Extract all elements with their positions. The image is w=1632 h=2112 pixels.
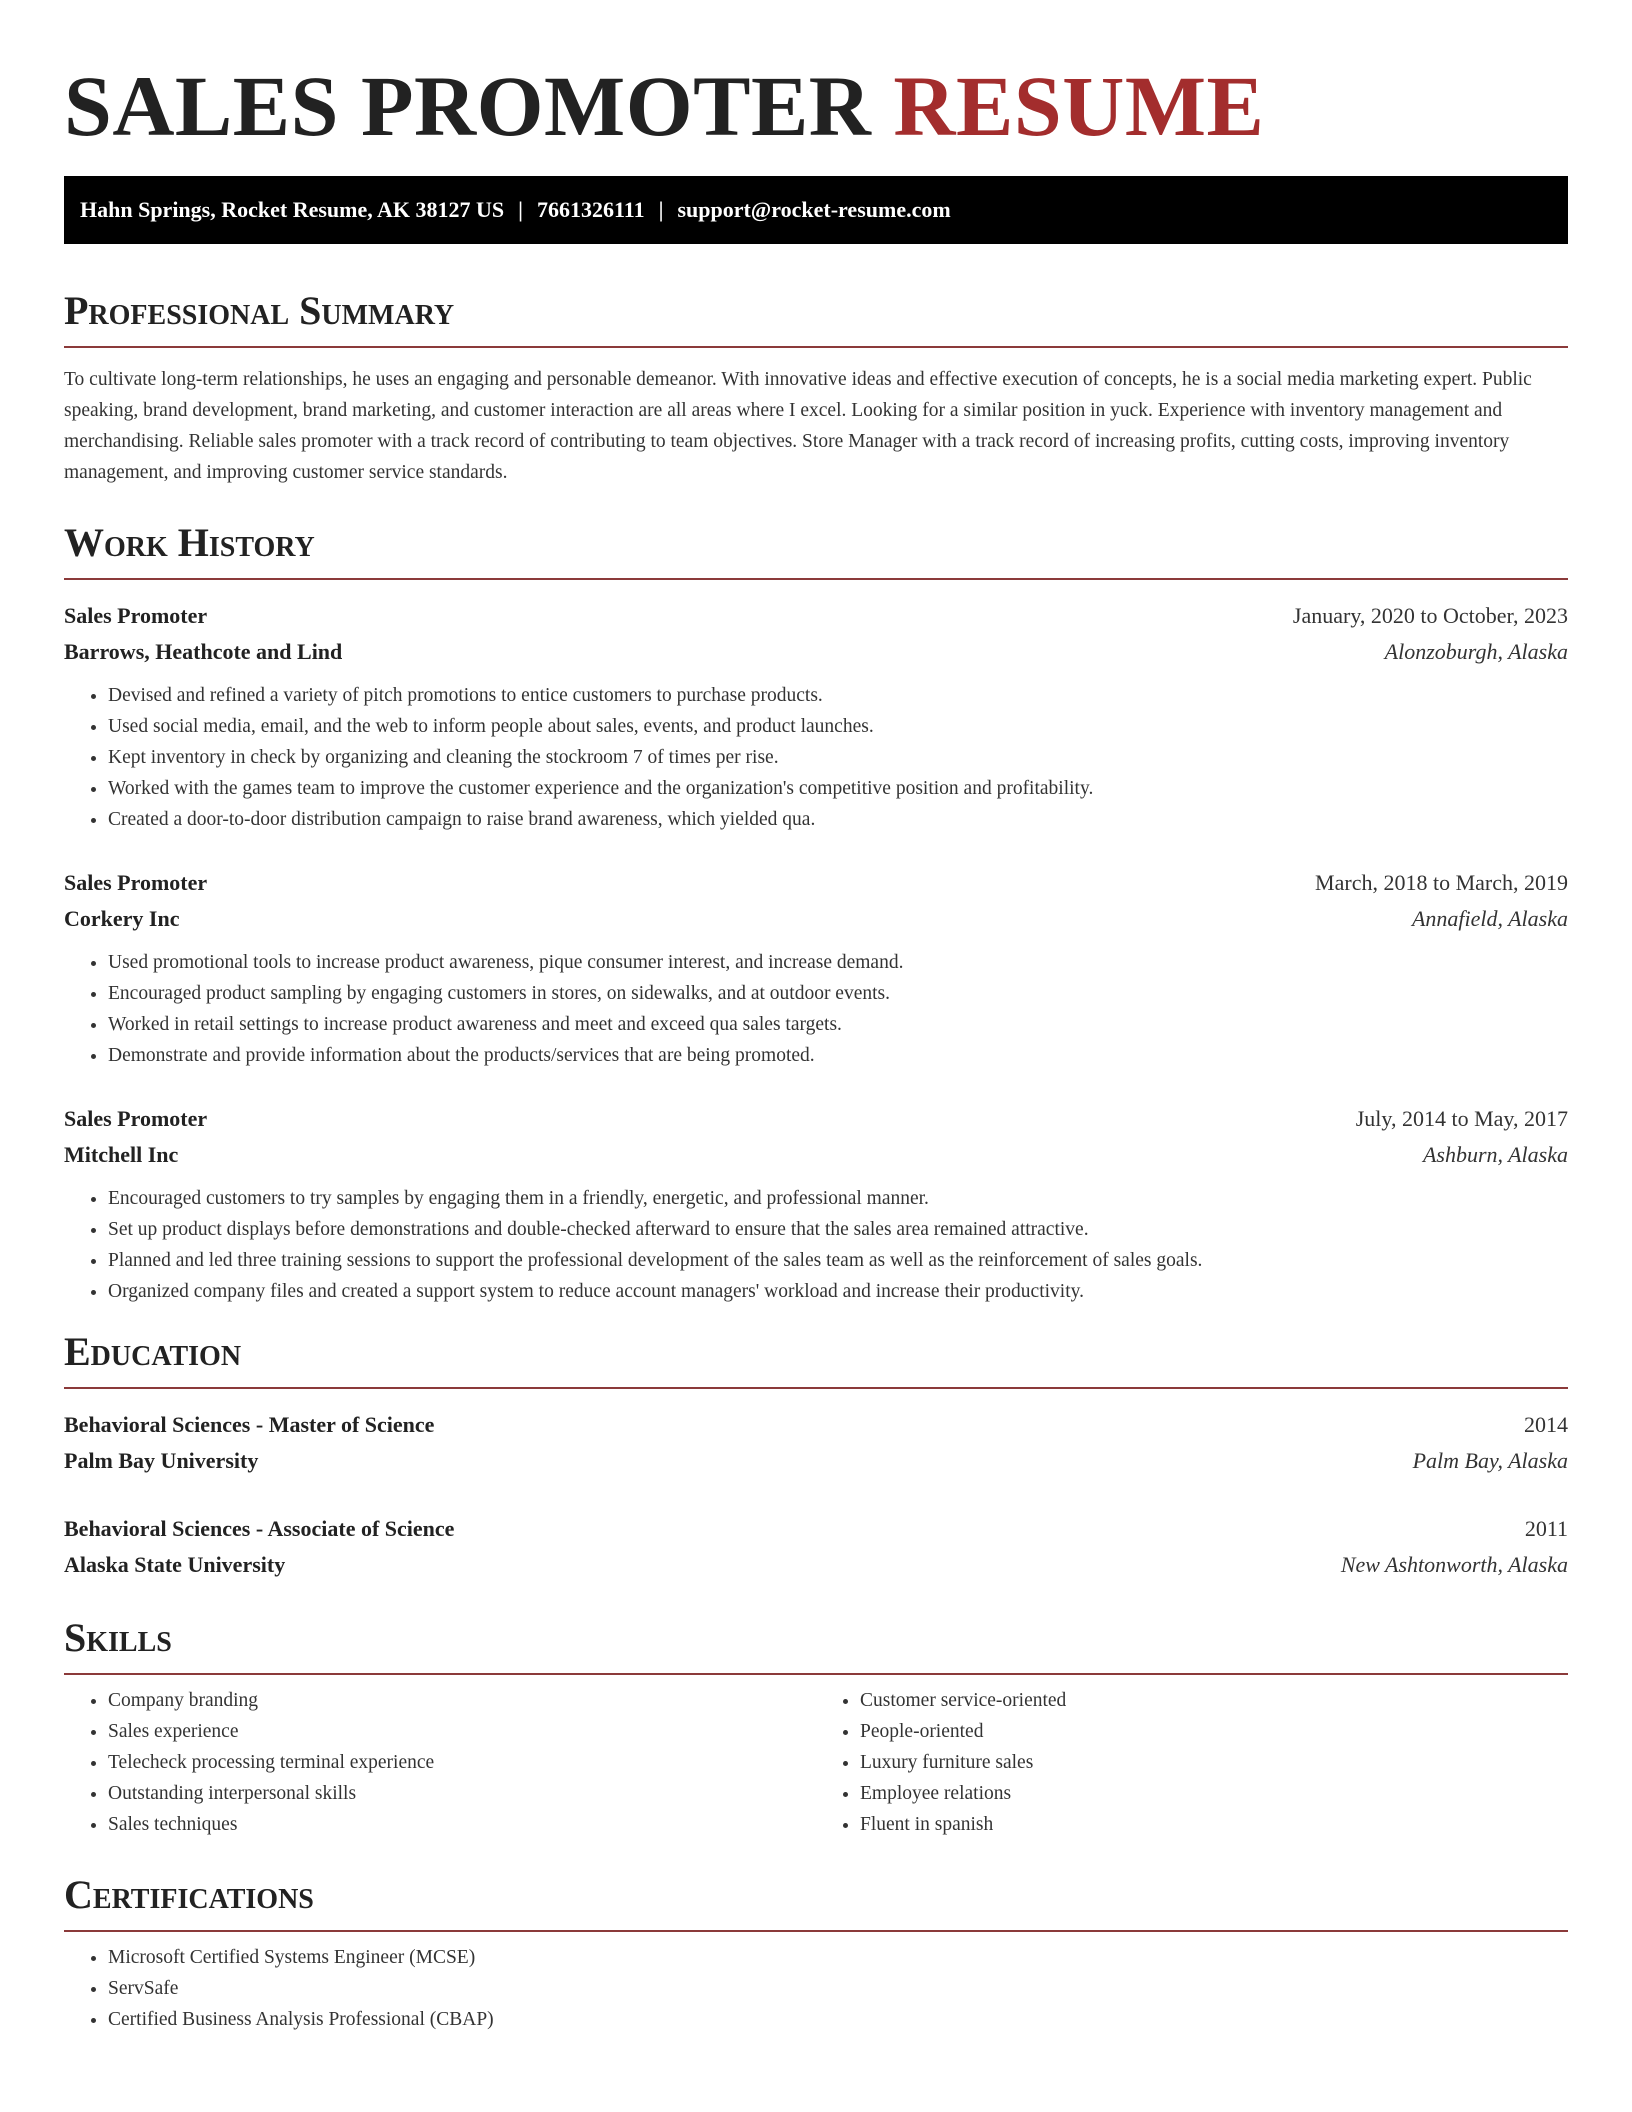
job-entry — [64, 598, 1568, 835]
school: Alaska State University — [64, 1552, 286, 1577]
list-item: • Planned and led three training sessions to support the professional development of the sales team as well as the reinforcement of sales goals. — [108, 1245, 1568, 1276]
job-title-row — [64, 1101, 1568, 1137]
skills-heading: Skills — [64, 1613, 1568, 1675]
job-dates: March, 2018 to March, 2019 — [1315, 870, 1568, 895]
graduation-year: 2011 — [1524, 1516, 1568, 1541]
contact-phone: 7661326111 — [537, 197, 645, 222]
skill-item: • Company branding — [108, 1685, 816, 1716]
contact-separator: | — [518, 197, 524, 222]
certifications-heading: Certifications — [64, 1870, 1568, 1932]
skills-grid — [64, 1685, 1568, 1840]
job-dates: July, 2014 to May, 2017 — [1355, 1106, 1568, 1131]
skill-item: • Sales techniques — [108, 1809, 816, 1840]
job-bullets — [64, 680, 1568, 835]
job-company-row — [64, 901, 1568, 937]
list-item: • Kept inventory in check by organizing and cleaning the stockroom 7 of times per rise. — [108, 742, 1568, 773]
school-row — [64, 1547, 1568, 1583]
title-main: SALES PROMOTER — [64, 58, 872, 154]
resume-page — [64, 0, 1568, 2035]
skill-item: • Fluent in spanish — [860, 1809, 1568, 1840]
graduation-year: 2014 — [1524, 1412, 1568, 1437]
list-item: • Organized company files and created a support system to reduce account managers' workload and increase their productivity. — [108, 1276, 1568, 1307]
degree-row — [64, 1511, 1568, 1547]
job-title: Sales Promoter — [64, 603, 208, 628]
skills-list-left — [64, 1685, 816, 1840]
job-title-row — [64, 598, 1568, 634]
certifications-list — [64, 1942, 1568, 2035]
education-entry — [64, 1407, 1568, 1479]
job-location: Alonzoburgh, Alaska — [1384, 639, 1568, 664]
degree: Behavioral Sciences - Associate of Science — [64, 1516, 455, 1541]
job-dates: January, 2020 to October, 2023 — [1292, 603, 1568, 628]
contact-bar — [64, 176, 1568, 244]
summary-text: To cultivate long-term relationships, he uses an engaging and personable demeanor. With innovative ideas and effective execution of concepts, he is a social media marketing expert. Public speaking, brand development, brand marketing, and customer interaction are all areas where I excel. Looking for a similar position in yuck. Experience with inventory management and merchandising. Reliable sales promoter with a track record of contributing to team objectives. Store Manager with a track record of increasing profits, cutting costs, improving inventory management, and improving customer service standards. — [64, 369, 1532, 483]
job-location: Annafield, Alaska — [1411, 906, 1568, 931]
education-entry — [64, 1511, 1568, 1583]
job-title: Sales Promoter — [64, 870, 208, 895]
skill-item: • Outstanding interpersonal skills — [108, 1778, 816, 1809]
work-history-heading: Work History — [64, 518, 1568, 580]
skill-item: • Telecheck processing terminal experience — [108, 1747, 816, 1778]
page-title — [64, 56, 1568, 156]
education-heading: Education — [64, 1327, 1568, 1389]
skill-item: • People-oriented — [860, 1716, 1568, 1747]
certification-item: • Certified Business Analysis Professional (CBAP) — [108, 2004, 1568, 2035]
job-location: Ashburn, Alaska — [1422, 1142, 1568, 1167]
skill-item: • Customer service-oriented — [860, 1685, 1568, 1716]
skills-list-right — [816, 1685, 1568, 1840]
school-row — [64, 1443, 1568, 1479]
title-accent: RESUME — [893, 58, 1265, 154]
job-company: Mitchell Inc — [64, 1142, 179, 1167]
list-item: • Encouraged customers to try samples by engaging them in a friendly, energetic, and professional manner. — [108, 1183, 1568, 1214]
skill-item: • Sales experience — [108, 1716, 816, 1747]
job-title: Sales Promoter — [64, 1106, 208, 1131]
contact-address: Hahn Springs, Rocket Resume, AK 38127 US — [80, 197, 505, 222]
list-item: • Created a door-to-door distribution campaign to raise brand awareness, which yielded qua. — [108, 804, 1568, 835]
list-item: • Used promotional tools to increase product awareness, pique consumer interest, and increase demand. — [108, 947, 1568, 978]
certification-item: • ServSafe — [108, 1973, 1568, 2004]
list-item: • Worked in retail settings to increase product awareness and meet and exceed qua sales targets. — [108, 1009, 1568, 1040]
skill-item: • Luxury furniture sales — [860, 1747, 1568, 1778]
job-company: Corkery Inc — [64, 906, 180, 931]
list-item: • Demonstrate and provide information about the products/services that are being promoted. — [108, 1040, 1568, 1071]
job-bullets — [64, 1183, 1568, 1307]
job-entry — [64, 1101, 1568, 1307]
contact-separator: | — [658, 197, 664, 222]
contact-email: support@rocket-resume.com — [677, 197, 951, 222]
list-item: • Set up product displays before demonstrations and double-checked afterward to ensure that the sales area remained attractive. — [108, 1214, 1568, 1245]
list-item: • Encouraged product sampling by engaging customers in stores, on sidewalks, and at outdoor events. — [108, 978, 1568, 1009]
school-location: Palm Bay, Alaska — [1412, 1448, 1568, 1473]
school-location: New Ashtonworth, Alaska — [1340, 1552, 1568, 1577]
job-title-row — [64, 865, 1568, 901]
list-item: • Worked with the games team to improve the customer experience and the organization's competitive position and profitability. — [108, 773, 1568, 804]
list-item: • Used social media, email, and the web to inform people about sales, events, and product launches. — [108, 711, 1568, 742]
certification-item: • Microsoft Certified Systems Engineer (MCSE) — [108, 1942, 1568, 1973]
job-company-row — [64, 1137, 1568, 1173]
degree-row — [64, 1407, 1568, 1443]
school: Palm Bay University — [64, 1448, 259, 1473]
job-bullets — [64, 947, 1568, 1071]
job-company-row — [64, 634, 1568, 670]
job-entry — [64, 865, 1568, 1071]
skill-item: • Employee relations — [860, 1778, 1568, 1809]
list-item: • Devised and refined a variety of pitch promotions to entice customers to purchase products. — [108, 680, 1568, 711]
degree: Behavioral Sciences - Master of Science — [64, 1412, 435, 1437]
summary-heading: Professional Summary — [64, 286, 1568, 348]
job-company: Barrows, Heathcote and Lind — [64, 639, 343, 664]
